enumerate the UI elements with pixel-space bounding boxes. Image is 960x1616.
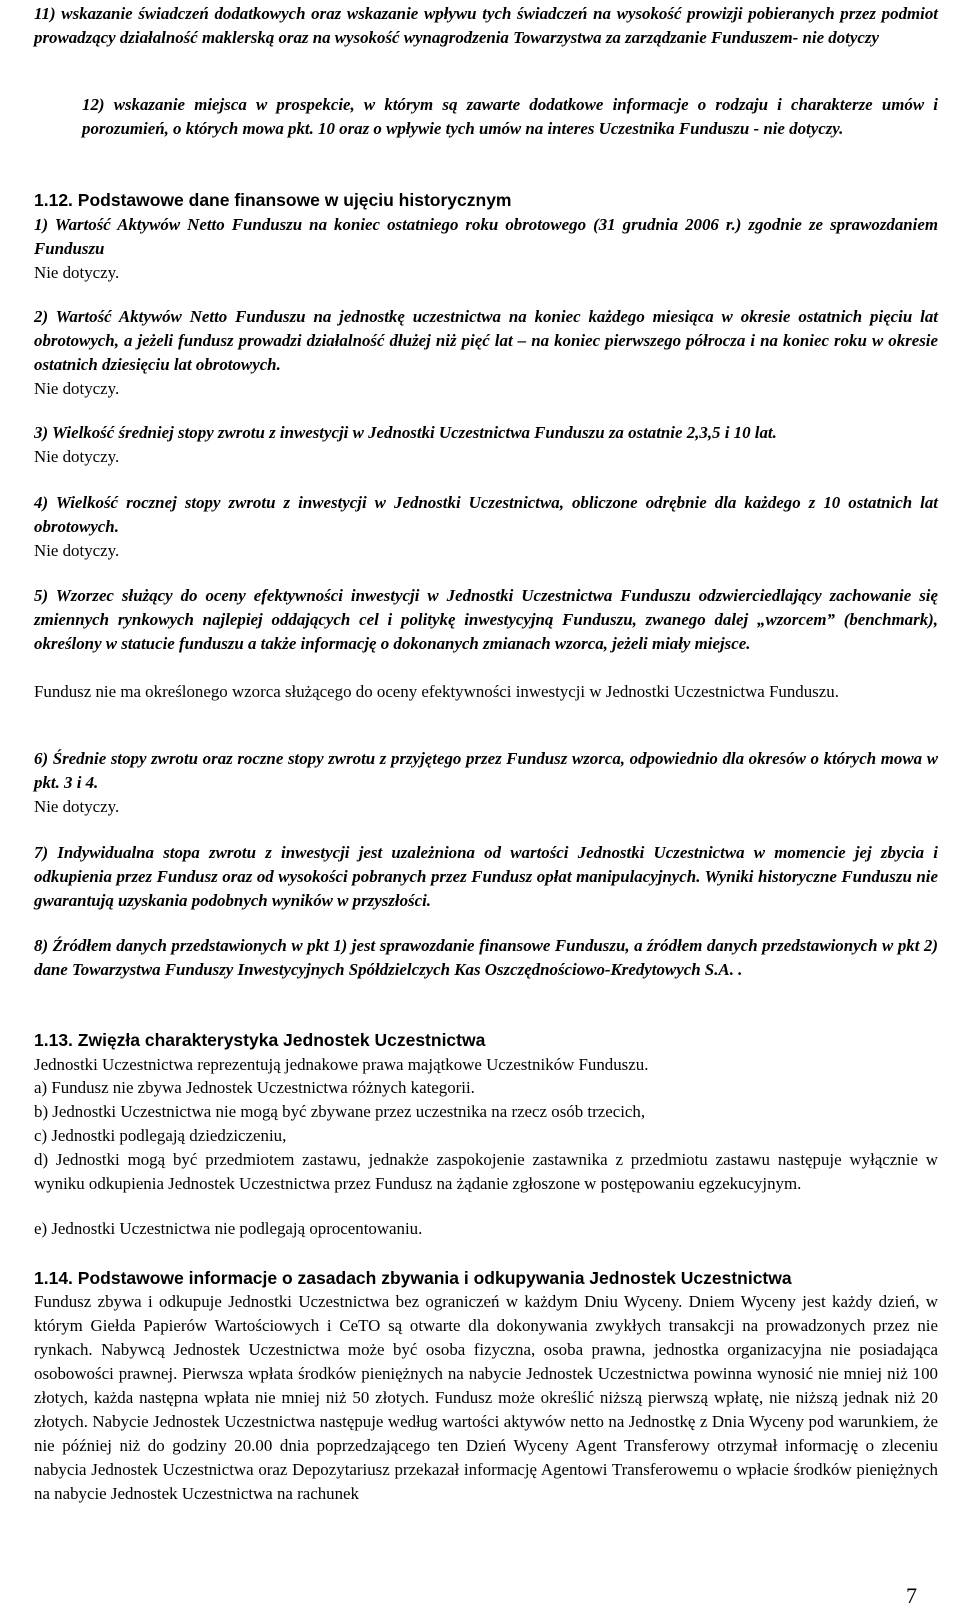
section-1-14-body: Fundusz zbywa i odkupuje Jednostki Uczestnictwa bez ograniczeń w każdym Dniu Wyceny. Dniem Wyceny jest każdy dzień, w którym Giełda Papierów Wartościowych i CeTO są otwarte dla dokonywania zwykłych transakcji na prowadzonych przez nie rynkach. Nabywcą Jednostek Uczestnictwa może być osoba fizyczna, osoba prawna, jednostka organizacyjna nie posiadająca osobowości prawnej. Pierwsza wpłata środków pieniężnych na nabycie Jednostek Uczestnictwa powinna wynosić nie mniej niż 100 złotych, każda następna wpłata nie mniej niż 50 złotych. Fundusz może określić niższą pierwszą wpłatę, nie niższą jednak niż 20 złotych. Nabycie Jednostek Uczestnictwa następuje według wartości aktywów netto na Jednostkę z Dnia Wyceny pod warunkiem, że nie później niż do godziny 20.00 dnia poprzedzającego ten Dzień Wyceny Agent Transferowy otrzymał informację o zleceniu nabycia Jednostek Uczestnictwa oraz Depozytariusz przekazał informację Agentowi Transferowemu o wpłacie środków pieniężnych na nabycie Jednostek Uczestnictwa na rachunek — [34, 1292, 938, 1503]
point-2: 2) Wartość Aktywów Netto Funduszu na jednostkę uczestnictwa na koniec każdego miesiąca w okresie ostatnich pięciu lat obrotowych, a jeżeli fundusz prowadzi działalność dłużej niż pięć lat – na koniec pierwszego półrocza i na koniec roku w okresie ostatnich dziesięciu lat obrotowych. — [34, 307, 938, 374]
page-number: 7 — [906, 1583, 917, 1608]
point-5: 5) Wzorzec służący do oceny efektywności inwestycji w Jednostki Uczestnictwa Funduszu odzwierciedlający zachowanie się zmiennych rynkowych najlepiej oddających cel i politykę inwestycyjną Funduszu, zwanego dalej „wzorcem” (benchmark), określony w statucie funduszu a także informację o dokonanych zmianach wzorca, jeżeli miały miejsce. — [34, 586, 938, 653]
point-3-answer: Nie dotyczy. — [34, 447, 120, 466]
point-7: 7) Indywidualna stopa zwrotu z inwestycji jest uzależniona od wartości Jednostki Uczestnictwa w momencie jej zbycia i odkupienia przez Fundusz oraz od wysokości pobranych przez Fundusz opłat manipulacyjnych. Wyniki historyczne Funduszu nie gwarantują uzyskania podobnych wyników w przyszłości. — [34, 843, 938, 910]
list-item-c: c) Jednostki podlegają dziedziczeniu, — [34, 1126, 287, 1145]
point-4: 4) Wielkość rocznej stopy zwrotu z inwestycji w Jednostki Uczestnictwa, obliczone odrębnie dla każdego z 10 ostatnich lat obrotowych. — [34, 493, 938, 536]
point-6-answer: Nie dotyczy. — [34, 797, 120, 816]
point-8: 8) Źródłem danych przedstawionych w pkt 1) jest sprawozdanie finansowe Funduszu, a źródłem danych przedstawionych w pkt 2) dane Towarzystwa Funduszy Inwestycyjnych Spółdzielczych Kas Oszczędnościowo-Kredytowych S.A. . — [34, 936, 938, 979]
point-4-answer: Nie dotyczy. — [34, 541, 120, 560]
point-5-answer: Fundusz nie ma określonego wzorca służącego do oceny efektywności inwestycji w Jednostki Uczestnictwa Funduszu. — [34, 682, 839, 701]
point-2-answer: Nie dotyczy. — [34, 379, 120, 398]
point-6: 6) Średnie stopy zwrotu oraz roczne stopy zwrotu z przyjętego przez Fundusz wzorca, odpowiednio dla okresów o których mowa w pkt. 3 i 4. — [34, 749, 938, 792]
list-item-b: b) Jednostki Uczestnictwa nie mogą być zbywane przez uczestnika na rzecz osób trzecich, — [34, 1102, 646, 1121]
item-12: 12) wskazanie miejsca w prospekcie, w którym są zawarte dodatkowe informacje o rodzaju i charakterze umów i porozumień, o których mowa pkt. 10 oraz o wpływie tych umów na interes Uczestnika Funduszu - nie dotyczy. — [82, 95, 938, 138]
list-item-a: a) Fundusz nie zbywa Jednostek Uczestnictwa różnych kategorii. — [34, 1078, 475, 1097]
list-item-e: e) Jednostki Uczestnictwa nie podlegają oprocentowaniu. — [34, 1219, 423, 1238]
item-11: 11) wskazanie świadczeń dodatkowych oraz wskazanie wpływu tych świadczeń na wysokość prowizji pobieranych przez podmiot prowadzący działalność maklerską oraz na wysokość wynagrodzenia Towarzystwa za zarządzanie Funduszem- nie dotyczy — [34, 4, 938, 47]
section-1-14-heading: 1.14. Podstawowe informacje o zasadach zbywania i odkupywania Jednostek Uczestnictwa — [34, 1268, 792, 1288]
section-1-13-intro: Jednostki Uczestnictwa reprezentują jednakowe prawa majątkowe Uczestników Funduszu. — [34, 1055, 649, 1074]
section-1-12-heading: 1.12. Podstawowe dane finansowe w ujęciu historycznym — [34, 190, 512, 210]
section-1-13-heading: 1.13. Zwięzła charakterystyka Jednostek Uczestnictwa — [34, 1030, 486, 1050]
point-1: 1) Wartość Aktywów Netto Funduszu na koniec ostatniego roku obrotowego (31 grudnia 2006 r.) zgodnie ze sprawozdaniem Funduszu — [34, 215, 938, 258]
point-1-answer: Nie dotyczy. — [34, 263, 120, 282]
list-item-d: d) Jednostki mogą być przedmiotem zastawu, jednakże zaspokojenie zastawnika z przedmiotu zastawu następuje wyłącznie w wyniku odkupienia Jednostek Uczestnictwa przez Fundusz na żądanie zgłoszone w postępowaniu egzekucyjnym. — [34, 1150, 938, 1193]
point-3: 3) Wielkość średniej stopy zwrotu z inwestycji w Jednostki Uczestnictwa Funduszu za ostatnie 2,3,5 i 10 lat. — [34, 423, 777, 442]
